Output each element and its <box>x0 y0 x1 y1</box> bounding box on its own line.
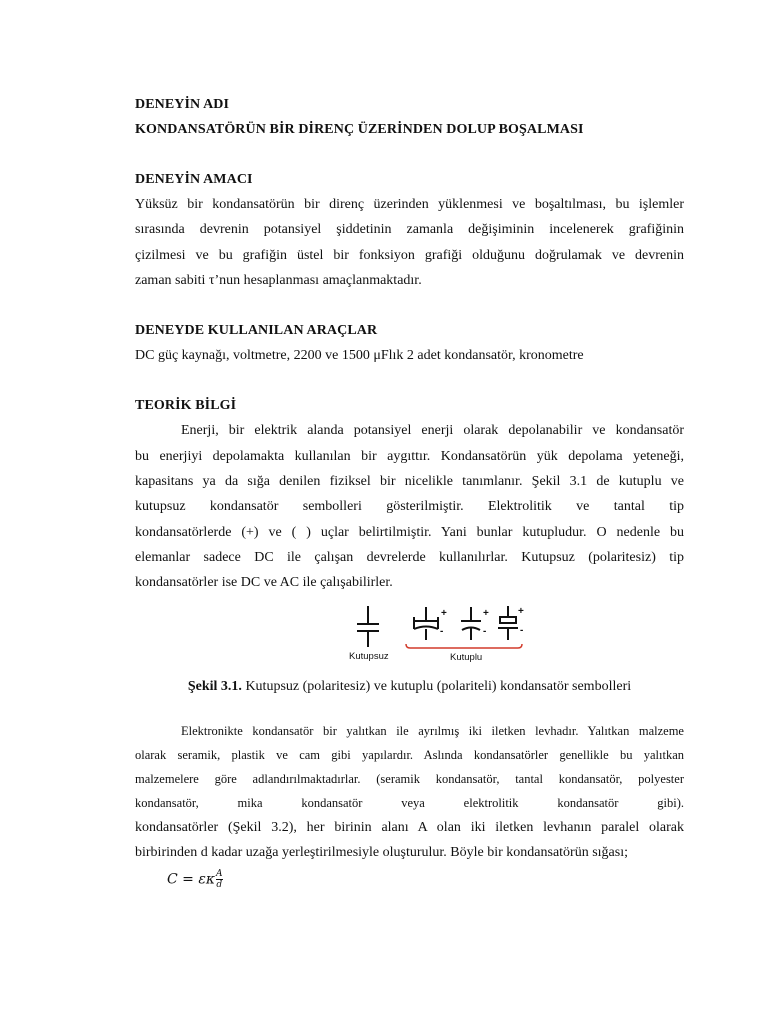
polar-capacitor-symbol-3 <box>498 606 518 640</box>
section-title-experiment-name: DENEYİN ADI <box>135 97 230 112</box>
theory-line: kondansatörlerde (+) ve ( ) uçlar belirtilmiştir. Yani bunlar kutupludur. O nedenle bu <box>135 524 684 540</box>
formula-numerator: A <box>216 869 223 880</box>
minus-sign: - <box>440 625 444 637</box>
section-title-theory: TEORİK BİLGİ <box>135 398 237 414</box>
experiment-name: KONDANSATÖRÜN BİR DİRENÇ ÜZERİNDEN DOLUP BOŞALMASI <box>135 122 584 137</box>
nonpolar-capacitor-symbol <box>357 606 379 647</box>
capacitor-structure-line: kondansatörler (Şekil 3.2), her birinin alanı A olan iki iletken levhanın paralel olarak <box>135 819 684 835</box>
theory-line: kapasitans ya da sığa denilen fiziksel bir nicelikle tanımlanır. Şekil 3.1 de kutuplu ve <box>135 474 684 490</box>
theory-line: bu enerjiyi depolamakta kullanılan bir aygıttır. Kondansatörün yük depolama yeteneği, <box>135 448 684 464</box>
equipment-list: DC güç kaynağı, voltmetre, 2200 ve 1500 μFlık 2 adet kondansatör, kronometre <box>135 348 584 364</box>
purpose-line: sırasında devrenin potansiyel şiddetinin zamanla değişiminin incelenerek grafiğinin <box>135 222 684 238</box>
dielectric-line: olarak seramik, plastik ve cam gibi yapılardır. Aslında kondansatörler genellikle bu yalıtkan <box>135 747 684 762</box>
theory-line: Enerji, bir elektrik alanda potansiyel enerji olarak depolanabilir ve kondansatör <box>181 423 684 439</box>
purpose-line: Yüksüz bir kondansatörün bir direnç üzerinden yüklenmesi ve boşaltılması, bu işlemler <box>135 197 684 212</box>
document-page <box>135 92 684 899</box>
section-title-purpose: DENEYİN AMACI <box>135 172 253 187</box>
section-title-equipment: DENEYDE KULLANILAN ARAÇLAR <box>135 323 378 339</box>
capacitor-symbols-figure <box>135 604 684 666</box>
polar-capacitor-symbol-2 <box>461 607 481 640</box>
formula-fraction <box>216 869 223 890</box>
purpose-line: çizilmesi ve bu grafiğin üstel bir fonksiyon grafiği olduğunu doğrulamak ve devrenin <box>135 247 684 263</box>
theory-line: kutupsuz kondansatör sembolleri gösterilmiştir. Elektrolitik ve tantal tip <box>135 499 684 515</box>
minus-sign: - <box>483 625 487 637</box>
figure-number: Şekil 3.1. <box>187 678 242 694</box>
dielectric-line: malzemelere göre adlandırılmaktadırlar. (seramik kondansatör, tantal kondansatör, polyester <box>135 771 684 786</box>
dielectric-line: Elektronikte kondansatör bir yalıtkan ile ayrılmış iki iletken levhadır. Yalıtkan malzeme <box>181 723 684 738</box>
formula-lhs: C = εκ <box>167 871 216 888</box>
purpose-line: zaman sabiti τ’nun hesaplanması amaçlanmaktadır. <box>135 272 422 288</box>
formula-denominator: d <box>216 880 223 891</box>
capacitor-symbols-diagram <box>340 604 540 666</box>
plus-sign: + <box>483 607 489 619</box>
theory-line: elemanlar sadece DC ile çalışan devrelerde kullanılırlar. Kutupsuz (polaritesiz) tip <box>135 549 684 565</box>
theory-line: kondansatörler ise DC ve AC ile çalışabilirler. <box>135 575 393 591</box>
label-kutuplu: Kutuplu <box>450 651 483 663</box>
plus-sign: + <box>518 605 524 617</box>
figure-caption-text: Kutupsuz (polaritesiz) ve kutuplu (polariteli) kondansatör sembolleri <box>241 678 632 694</box>
dielectric-paragraph <box>135 719 684 815</box>
minus-sign: - <box>520 624 524 636</box>
polar-group-bracket <box>406 644 522 648</box>
capacitor-structure-line: birbirinden d kadar uzağa yerleştirilmesiyle oluşturulur. Böyle bir kondansatörün sığası; <box>135 844 629 860</box>
capacitance-formula <box>167 869 684 899</box>
figure-caption <box>135 674 684 699</box>
plus-sign: + <box>441 607 447 619</box>
dielectric-line: kondansatör, mika kondansatör veya elektrolitik kondansatör gibi). <box>135 795 684 810</box>
polar-capacitor-symbol-1 <box>414 607 438 640</box>
label-kutupsuz: Kutupsuz <box>349 650 389 662</box>
